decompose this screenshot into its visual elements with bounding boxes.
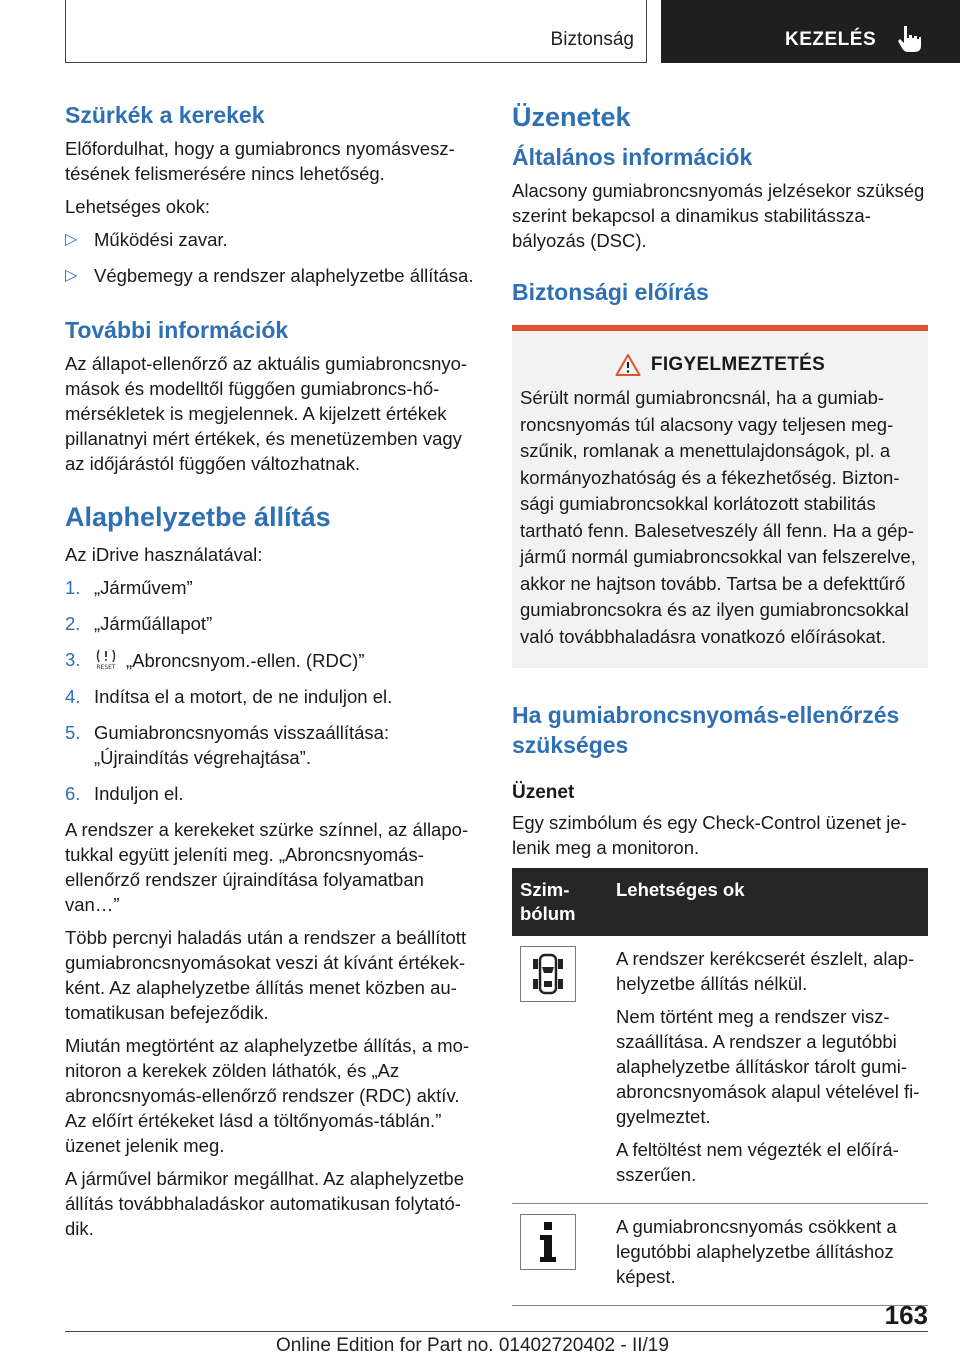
list-item: 5. Gumiabroncsnyomás visszaállítása: „Újraindítás végrehajtása”.: [65, 722, 390, 768]
paragraph: Előfordulhat, hogy a gumiabroncs nyomásvesztésének felismerésére nincs lehetőség.: [65, 138, 455, 184]
cause-text: A gumiabroncsnyomás csökkent a legutóbbi alaphelyzetbe állításhoz képest.: [616, 1216, 897, 1287]
subsection-title-message: Üzenet: [512, 782, 575, 803]
symbol-frame: [520, 946, 576, 1002]
paragraph: Több percnyi haladás után a rendszer a beállított gumiabroncsnyomásokat veszi át kívánt értékekként. Az alaphelyzetbe állítás menet közben automatikusan befejeződik.: [65, 927, 467, 1023]
warning-triangle-icon: [615, 353, 641, 377]
list-item: 4. Indítsa el a motort, de ne induljon el.: [65, 686, 393, 707]
list-item: 2. „Járműállapot”: [65, 613, 213, 634]
cause-text: A rendszer kerékcserét észlelt, alaphelyzetbe állítás nélkül.: [616, 948, 915, 994]
paragraph: Alacsony gumiabroncsnyomás jelzésekor szükség szerint bekapcsol a dinamikus stabilitásszabályozás (DSC).: [512, 180, 925, 251]
left-column: [65, 100, 475, 1249]
paragraph: A járművel bármikor megállhat. Az alaphelyzetbe állítás továbbhaladáskor automatikusan folytatódik.: [65, 1168, 464, 1239]
section-title-messages: Üzenetek: [512, 102, 631, 132]
list-item: ▷ Végbemegy a rendszer alaphelyzetbe állítása.: [65, 265, 474, 286]
header-chapter-box: [661, 0, 960, 63]
section-title-safety: Biztonsági előírás: [512, 279, 709, 305]
list-item: 1. „Járművem”: [65, 577, 193, 598]
warning-box: [512, 325, 928, 668]
info-icon: [533, 1219, 563, 1265]
paragraph: Egy szimbólum és egy Check-Control üzenet jelenik meg a monitoron.: [512, 812, 907, 858]
cause-text: A feltöltést nem végezték el előírásszerűen.: [616, 1139, 899, 1185]
step-list: [65, 575, 475, 806]
footer-divider: [65, 1331, 928, 1332]
table-header-symbol: Szimbólum: [512, 868, 608, 936]
tire-reset-icon: [94, 647, 118, 671]
header-section-box: [65, 0, 647, 63]
header-section-title: Biztonság: [550, 29, 634, 50]
section-title-more-info: További információk: [65, 317, 289, 343]
triangle-bullet-icon: ▷: [65, 231, 78, 248]
section-title-general-info: Általános információk: [512, 144, 753, 170]
warning-text: Sérült normál gumiabroncsnál, ha a gumiabroncsnyomás túl alacsony vagy teljesen megszűnik, romlanak a menettulajdonságok, pl. a kormányozhatóság és a fékezhetőség. Biztonsági gumiabroncsokkal korlátozott stabilitás tartható fenn. Balesetveszély áll fenn. Ha a gépjármű normál gumiabroncsokkal van felszerelve, akkor ne hajtson tovább. Tartsa be a defekttűrő gumiabroncsokra és az ilyen gumiabroncsokkal való továbbhaladásra vonatkozó előírásokat.: [520, 387, 916, 647]
svg-text:RESET: RESET: [96, 664, 116, 671]
car-wheels-icon: [528, 951, 568, 997]
warning-title: FIGYELMEZTETÉS: [650, 354, 826, 375]
paragraph: Az iDrive használatával:: [65, 544, 263, 565]
bullet-list: [65, 227, 475, 288]
paragraph: Miután megtörtént az alaphelyzetbe állítás, a monitoron a kerekek zölden láthatók, és „Az abroncsnyomás-ellenőrző rendszer (RDC) aktív. Az előírt értékeket lásd a töltőnyomás-táblán.” üzenet jelenik meg.: [65, 1035, 470, 1156]
symbol-table: [512, 868, 928, 1306]
list-item: 6. Induljon el.: [65, 783, 184, 804]
right-column: [512, 100, 928, 1306]
warning-header: [520, 353, 920, 377]
symbol-frame: [520, 1214, 576, 1270]
page-number: 163: [884, 1300, 928, 1330]
section-title-gray-wheels: Szürkék a kerekek: [65, 102, 265, 128]
list-item: 3. RESET „Abroncsnyom.-ellen. (RDC)”: [65, 649, 365, 671]
paragraph: Lehetséges okok:: [65, 196, 211, 217]
section-title-reset: Alaphelyzetbe állítás: [65, 502, 331, 532]
paragraph: Az állapot-ellenőrző az aktuális gumiabroncsnyomások és modelltől függően gumiabroncs-hőmérsékletek is megjelennek. A kijelzett értékek pillanatnyi mért értékek, és menetüzemben vagy az időjárástól függően változhatnak.: [65, 353, 468, 474]
footer-edition: Online Edition for Part no. 01402720402 - II/19: [276, 1335, 669, 1356]
table-header-cause: Lehetséges ok: [608, 868, 928, 936]
section-title-check-needed: Ha gumiabroncsnyomás-ellenőrzés szükséges: [512, 702, 900, 758]
cause-text: Nem történt meg a rendszer viszszaállítása. A rendszer a legutóbbi alaphelyzetbe állításkor tárolt gumiabroncsnyomások alapul vételével figyelmeztet.: [616, 1006, 920, 1127]
table-header-row: [512, 868, 928, 936]
list-item: ▷ Működési zavar.: [65, 229, 228, 250]
table-row: [512, 936, 928, 1204]
table-row: [512, 1204, 928, 1306]
triangle-bullet-icon: ▷: [65, 267, 78, 284]
paragraph: A rendszer a kerekeket szürke színnel, az állapotukkal együtt jeleníti meg. „Abroncsnyomás-ellenőrző rendszer újraindítása folyamatban van…”: [65, 819, 469, 915]
pointing-hand-icon: [895, 24, 923, 54]
header-chapter-title: KEZELÉS: [785, 29, 877, 50]
